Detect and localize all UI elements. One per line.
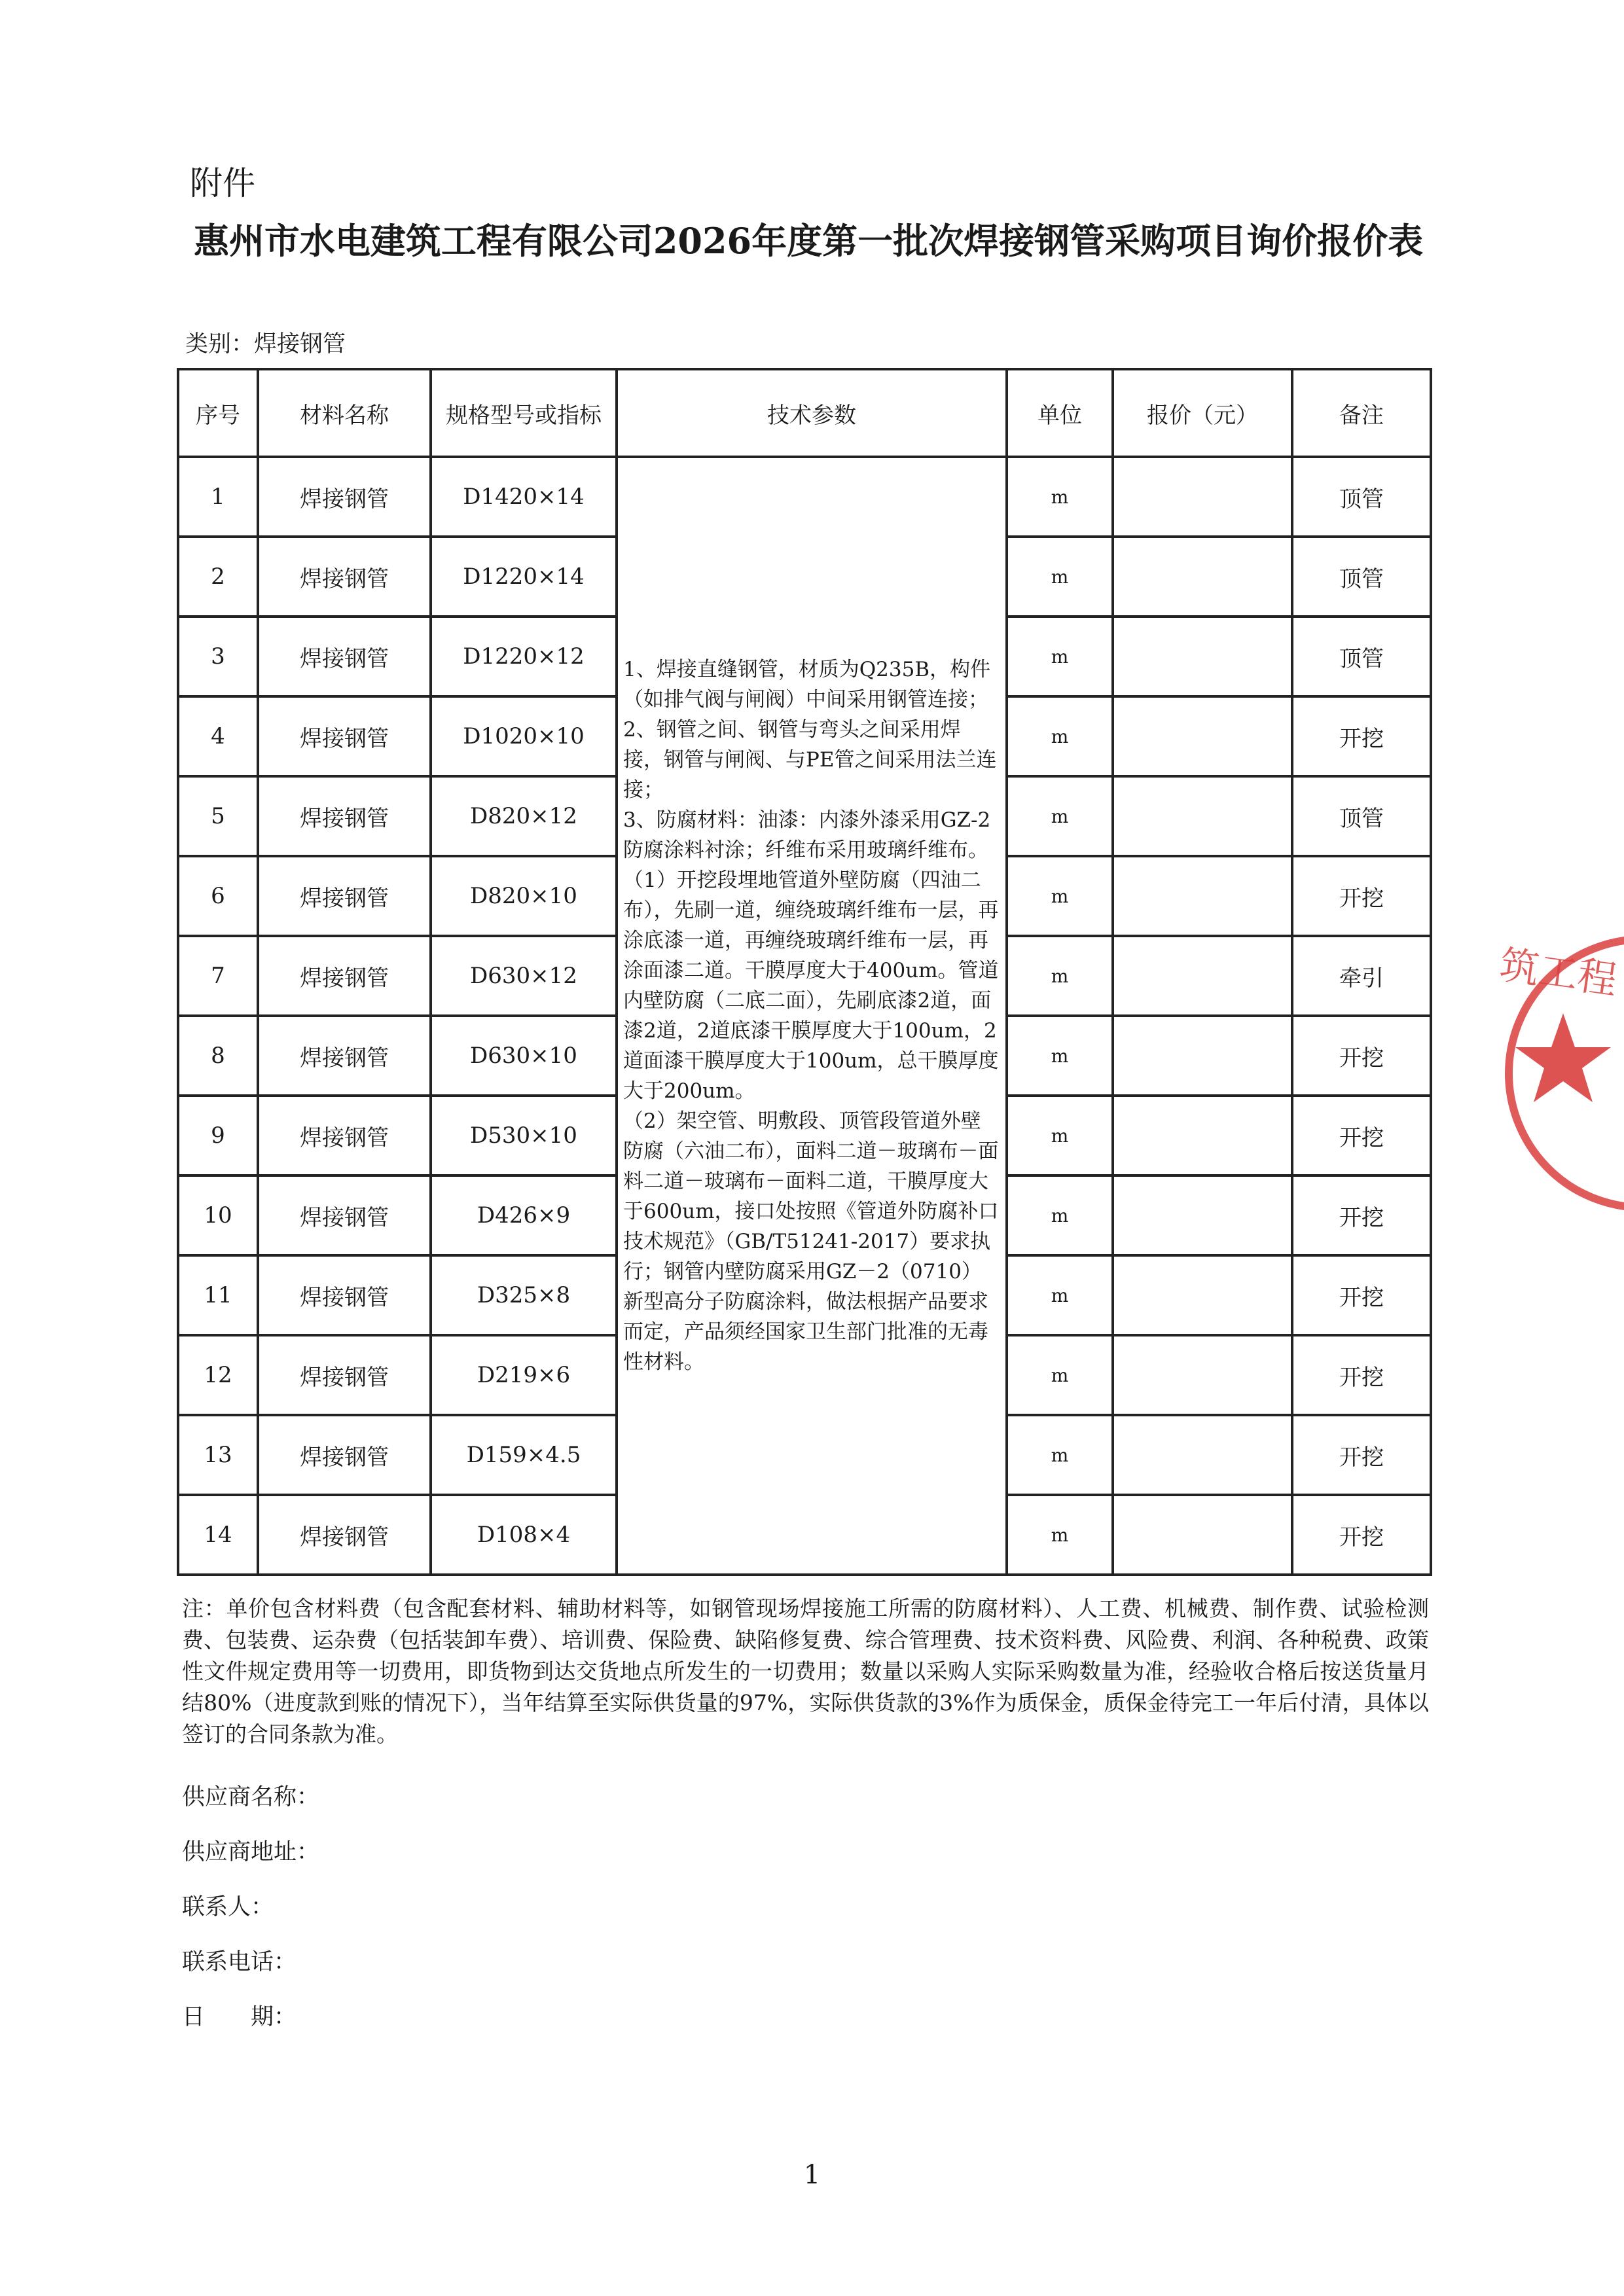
- col-header-unit: 单位: [1007, 369, 1113, 457]
- cell-unit: m: [1007, 1255, 1113, 1335]
- cell-no: 3: [178, 617, 258, 696]
- cell-unit: m: [1007, 1175, 1113, 1255]
- cell-remark: 顶管: [1292, 617, 1431, 696]
- attachment-label: 附件: [190, 164, 255, 202]
- cell-price: [1113, 537, 1292, 617]
- cell-price: [1113, 936, 1292, 1016]
- col-header-name: 材料名称: [258, 369, 431, 457]
- category-label: 类别：焊接钢管: [185, 331, 346, 357]
- cell-no: 2: [178, 537, 258, 617]
- cell-spec: D426×9: [431, 1175, 617, 1255]
- date-label: 日 期：: [182, 2004, 297, 2030]
- cell-price: [1113, 1175, 1292, 1255]
- cell-name: 焊接钢管: [258, 457, 431, 537]
- seal-star-icon: [1515, 1013, 1611, 1102]
- cell-remark: 开挖: [1292, 1255, 1431, 1335]
- cell-unit: m: [1007, 457, 1113, 537]
- tech-params-cell: [617, 457, 1007, 1575]
- cell-spec: D108×4: [431, 1495, 617, 1575]
- tech-param-1: 1、焊接直缝钢管，材质为Q235B，构件（如排气阀与闸阀）中间采用钢管连接；: [623, 658, 991, 711]
- cell-name: 焊接钢管: [258, 1335, 431, 1415]
- cell-remark: 开挖: [1292, 1016, 1431, 1096]
- cell-name: 焊接钢管: [258, 1016, 431, 1096]
- seal-text: 筑工程: [1496, 942, 1620, 1004]
- cell-name: 焊接钢管: [258, 696, 431, 776]
- col-header-tech: 技术参数: [617, 369, 1007, 457]
- cell-remark: 开挖: [1292, 1096, 1431, 1175]
- cell-spec: D219×6: [431, 1335, 617, 1415]
- cell-name: 焊接钢管: [258, 1096, 431, 1175]
- cell-name: 焊接钢管: [258, 936, 431, 1016]
- cell-name: 焊接钢管: [258, 1415, 431, 1495]
- cell-price: [1113, 1255, 1292, 1335]
- cell-unit: m: [1007, 1495, 1113, 1575]
- cell-unit: m: [1007, 696, 1113, 776]
- cell-spec: D1220×14: [431, 537, 617, 617]
- cell-remark: 开挖: [1292, 1335, 1431, 1415]
- cell-spec: D1220×12: [431, 617, 617, 696]
- cell-unit: m: [1007, 1415, 1113, 1495]
- cell-spec: D630×10: [431, 1016, 617, 1096]
- cell-price: [1113, 1415, 1292, 1495]
- cell-no: 9: [178, 1096, 258, 1175]
- cell-no: 6: [178, 856, 258, 936]
- cell-no: 8: [178, 1016, 258, 1096]
- cell-name: 焊接钢管: [258, 776, 431, 856]
- page-number: 1: [803, 2160, 821, 2190]
- quotation-table: [177, 368, 1432, 1576]
- tech-param-3-2: （2）架空管、明敷段、顶管段管道外壁防腐（六油二布），面料二道－玻璃布－面料二道－玻璃布－面料二道，干膜厚度大于600um，接口处按照《管道外防腐补口技术规范》（GB/T51241-2017）要求执行；钢管内壁防腐采用GZ－2（0710）新型高分子防腐涂料，做法根据产品要求而定，产品须经国家卫生部门批准的无毒性材料。: [623, 1109, 999, 1374]
- cell-unit: m: [1007, 1335, 1113, 1415]
- col-header-no: 序号: [178, 369, 258, 457]
- cell-price: [1113, 1096, 1292, 1175]
- table-header-row: [178, 369, 1431, 457]
- cell-price: [1113, 617, 1292, 696]
- phone-label: 联系电话：: [182, 1949, 297, 1975]
- cell-name: 焊接钢管: [258, 856, 431, 936]
- cell-spec: D820×10: [431, 856, 617, 936]
- cell-no: 1: [178, 457, 258, 537]
- cell-remark: 开挖: [1292, 856, 1431, 936]
- table-row: [178, 457, 1431, 537]
- col-header-price: 报价（元）: [1113, 369, 1292, 457]
- tech-param-3: 3、防腐材料：油漆：内漆外漆采用GZ-2防腐涂料衬涂；纤维布采用玻璃纤维布。: [623, 808, 991, 862]
- cell-unit: m: [1007, 936, 1113, 1016]
- price-note: 注：单价包含材料费（包含配套材料、辅助材料等，如钢管现场焊接施工所需的防腐材料）、人工费、机械费、制作费、试验检测费、包装费、运杂费（包括装卸车费）、培训费、保险费、缺陷修复费、综合管理费、技术资料费、风险费、利润、各种税费、政策性文件规定费用等一切费用，即货物到达交货地点所发生的一切费用；数量以采购人实际采购数量为准，经验收合格后按送货量月结80%（进度款到账的情况下），当年结算至实际供货量的97%，实际供货款的3%作为质保金，质保金待完工一年后付清，具体以签订的合同条款为准。: [182, 1596, 1429, 1747]
- cell-no: 7: [178, 936, 258, 1016]
- tech-param-2: 2、钢管之间、钢管与弯头之间采用焊接，钢管与闸阀、与PE管之间采用法兰连接；: [623, 718, 997, 802]
- cell-name: 焊接钢管: [258, 1255, 431, 1335]
- contact-label: 联系人：: [182, 1894, 274, 1920]
- cell-no: 5: [178, 776, 258, 856]
- cell-price: [1113, 696, 1292, 776]
- cell-unit: m: [1007, 776, 1113, 856]
- supplier-address-label: 供应商地址：: [182, 1839, 320, 1865]
- cell-price: [1113, 1495, 1292, 1575]
- document-title: 惠州市水电建筑工程有限公司2026年度第一批次焊接钢管采购项目询价报价表: [193, 220, 1424, 262]
- cell-remark: 顶管: [1292, 776, 1431, 856]
- cell-name: 焊接钢管: [258, 1175, 431, 1255]
- cell-unit: m: [1007, 1096, 1113, 1175]
- cell-spec: D530×10: [431, 1096, 617, 1175]
- supplier-name-label: 供应商名称：: [182, 1784, 320, 1810]
- tech-param-3-1: （1）开挖段埋地管道外壁防腐（四油二布），先刷一道，缠绕玻璃纤维布一层，再涂底漆一道，再缠绕玻璃纤维布一层，再涂面漆二道。干膜厚度大于400um。管道内壁防腐（二底二面），先刷底漆2道，面漆2道，2道底漆干膜厚度大于100um，2道面漆干膜厚度大于100um，总干膜厚度大于200um。: [623, 869, 999, 1103]
- cell-no: 11: [178, 1255, 258, 1335]
- cell-remark: 开挖: [1292, 1175, 1431, 1255]
- cell-remark: 开挖: [1292, 1495, 1431, 1575]
- cell-unit: m: [1007, 537, 1113, 617]
- cell-name: 焊接钢管: [258, 617, 431, 696]
- cell-no: 12: [178, 1335, 258, 1415]
- cell-spec: D630×12: [431, 936, 617, 1016]
- cell-unit: m: [1007, 856, 1113, 936]
- cell-spec: D820×12: [431, 776, 617, 856]
- cell-remark: 顶管: [1292, 537, 1431, 617]
- cell-spec: D1020×10: [431, 696, 617, 776]
- cell-unit: m: [1007, 617, 1113, 696]
- cell-spec: D1420×14: [431, 457, 617, 537]
- cell-no: 4: [178, 696, 258, 776]
- cell-remark: 开挖: [1292, 1415, 1431, 1495]
- cell-price: [1113, 776, 1292, 856]
- cell-no: 10: [178, 1175, 258, 1255]
- cell-price: [1113, 856, 1292, 936]
- cell-remark: 开挖: [1292, 696, 1431, 776]
- cell-price: [1113, 457, 1292, 537]
- cell-name: 焊接钢管: [258, 537, 431, 617]
- cell-name: 焊接钢管: [258, 1495, 431, 1575]
- company-seal-stamp: [1473, 903, 1624, 1244]
- cell-price: [1113, 1016, 1292, 1096]
- col-header-remark: 备注: [1292, 369, 1431, 457]
- cell-no: 13: [178, 1415, 258, 1495]
- cell-remark: 牵引: [1292, 936, 1431, 1016]
- cell-spec: D159×4.5: [431, 1415, 617, 1495]
- cell-price: [1113, 1335, 1292, 1415]
- cell-spec: D325×8: [431, 1255, 617, 1335]
- cell-no: 14: [178, 1495, 258, 1575]
- col-header-spec: 规格型号或指标: [431, 369, 617, 457]
- cell-remark: 顶管: [1292, 457, 1431, 537]
- cell-unit: m: [1007, 1016, 1113, 1096]
